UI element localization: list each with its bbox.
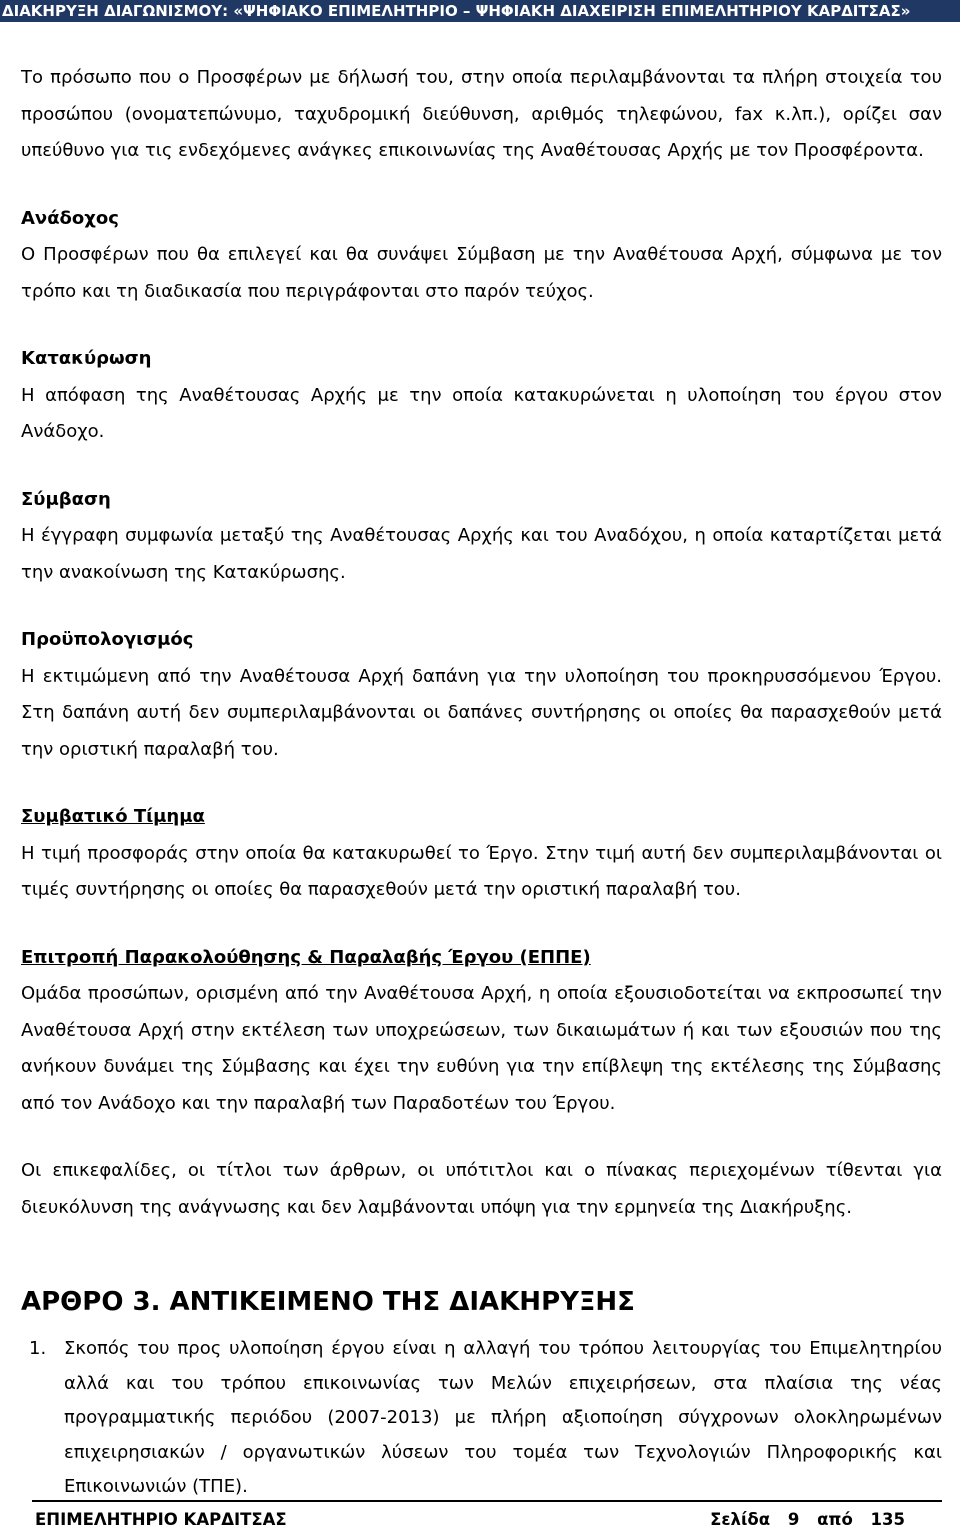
- article-heading: ΑΡΘΡΟ 3. ΑΝΤΙΚΕΙΜΕΝΟ ΤΗΣ ΔΙΑΚΗΡΥΞΗΣ: [21, 1287, 635, 1317]
- footer-organization: ΕΠΙΜΕΛΗΤΗΡΙΟ ΚΑΡΔΙΤΣΑΣ: [35, 1510, 287, 1529]
- definition-katakyrosi: [21, 341, 942, 451]
- definition-symvatiko-timima: [21, 799, 942, 909]
- page-current: 9: [787, 1510, 800, 1529]
- definition-term: Ανάδοχος: [21, 207, 119, 229]
- intro-paragraph: Το πρόσωπο που ο Προσφέρων με δήλωσή του, στην οποία περιλαμβάνονται τα πλήρη στοιχεία του προσώπου (ονοματεπώνυμο, ταχυδρομική διεύθυνση, αριθμός τηλεφώνου, fax κ.λπ.), ορίζει σαν υπεύθυνο για τις ενδεχόμενες ανάγκες επικοινωνίας της Αναθέτουσας Αρχής με τον Προσφέροντα.: [21, 67, 942, 161]
- definition-text: Η τιμή προσφοράς στην οποία θα κατακυρωθεί το Έργο. Στην τιμή αυτή δεν συμπεριλαμβάνονται οι τιμές συντήρησης οι οποίες θα παρασχεθούν μετά την οριστική παραλαβή του.: [21, 842, 942, 900]
- definition-term: Κατακύρωση: [21, 348, 152, 369]
- definition-text: Η έγγραφη συμφωνία μεταξύ της Αναθέτουσας Αρχής και του Αναδόχου, η οποία καταρτίζεται μετά την ανακοίνωση της Κατακύρωσης.: [21, 525, 942, 583]
- document-header-title: ΔΙΑΚΗΡΥΞΗ ΔΙΑΓΩΝΙΣΜΟΥ: «ΨΗΦΙΑΚΟ ΕΠΙΜΕΛΗΤΗΡΙΟ – ΨΗΦΙΑΚΗ ΔΙΑΧΕΙΡΙΣΗ ΕΠΙΜΕΛΗΤΗΡΙΟΥ ΚΑΡΔΙΤΣΑΣ»: [2, 2, 911, 20]
- page-of-word: από: [817, 1510, 853, 1529]
- page-total: 135: [870, 1510, 905, 1529]
- definition-proypologismos: [21, 622, 942, 768]
- definition-text: Ομάδα προσώπων, ορισμένη από την Αναθέτουσα Αρχή, η οποία εξουσιοδοτείται να εκπροσωπεί την Αναθέτουσα Αρχή στην εκτέλεση των υποχρεώσεων, των δικαιωμάτων ή και των εξουσιών που της ανήκουν δυνάμει της Σύμβασης και έχει την ευθύνη για την επίβλεψη της εκτέλεσης της Σύμβασης από τον Ανάδοχο και την παραλαβή των Παραδοτέων του Έργου.: [21, 983, 942, 1114]
- article-item: [21, 1332, 942, 1505]
- definition-text: Ο Προσφέρων που θα επιλεγεί και θα συνάψει Σύμβαση με την Αναθέτουσα Αρχή, σύμφωνα με τον τρόπο και τη διαδικασία που περιγράφονται στο παρόν τεύχος.: [21, 244, 942, 302]
- definition-anadoxos: [21, 201, 942, 311]
- document-body: [21, 60, 942, 1257]
- footer-page-number: [710, 1507, 905, 1533]
- item-number: 1.: [29, 1338, 47, 1359]
- note-paragraph: Οι επικεφαλίδες, οι τίτλοι των άρθρων, οι υπότιτλοι και ο πίνακας περιεχομένων τίθενται για διευκόλυνση της ανάγνωσης και δεν λαμβάνονται υπόψη για την ερμηνεία της Διακήρυξης.: [21, 1160, 942, 1218]
- definition-term: Προϋπολογισμός: [21, 629, 194, 650]
- definition-term: Επιτροπή Παρακολούθησης & Παραλαβής Έργου (ΕΠΠΕ): [21, 946, 591, 968]
- definition-text: Η απόφαση της Αναθέτουσας Αρχής με την οποία κατακυρώνεται η υλοποίηση του έργου στον Ανάδοχο.: [21, 384, 942, 442]
- definition-symvasi: [21, 482, 942, 592]
- definition-term: Συμβατικό Τίμημα: [21, 806, 205, 827]
- definition-term: Σύμβαση: [21, 488, 111, 510]
- page-word: Σελίδα: [710, 1510, 771, 1529]
- definition-eppe: [21, 940, 942, 1123]
- item-text: Σκοπός του προς υλοποίηση έργου είναι η αλλαγή του τρόπου λειτουργίας του Επιμελητηρίου αλλά και του τρόπου επικοινωνίας των Μελών επιχειρήσεων, στα πλαίσια της νέας προγραμματικής περιόδου (2007-2013) με πλήρη αξιοποίηση σύγχρονων ολοκληρωμένων επιχειρησιακών / οργανωτικών λύσεων του τομέα των Τεχνολογιών Πληροφορικής και Επικοινωνιών (ΤΠΕ).: [64, 1338, 942, 1497]
- footer-rule: [32, 1500, 942, 1502]
- definition-text: Η εκτιμώμενη από την Αναθέτουσα Αρχή δαπάνη για την υλοποίηση του προκηρυσσόμενου Έργου. Στη δαπάνη αυτή δεν συμπεριλαμβάνονται οι δαπάνες συντήρησης οι οποίες θα παρασχεθούν μετά την οριστική παραλαβή του.: [21, 665, 942, 760]
